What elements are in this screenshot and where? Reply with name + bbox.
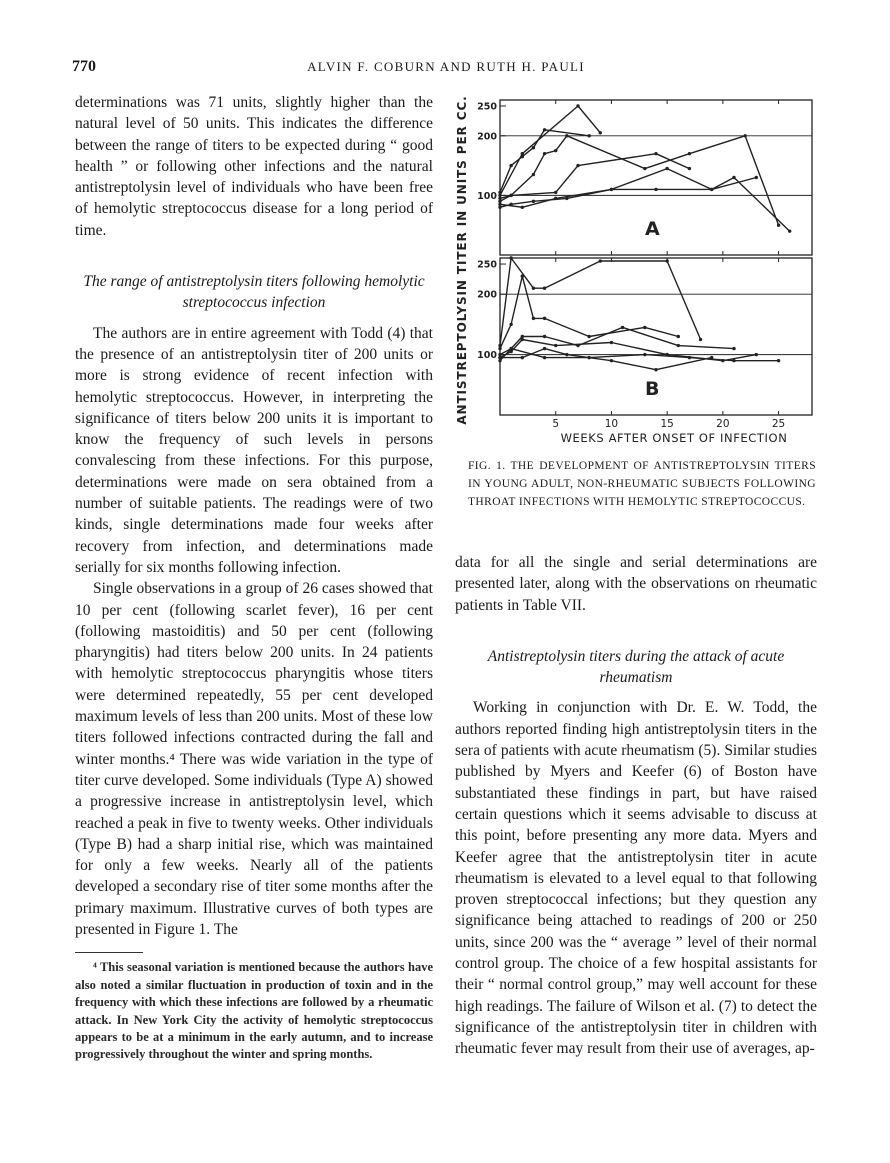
data-point [599,259,602,262]
panel-b-label: B [645,378,660,400]
data-point [521,338,524,341]
data-point [498,353,501,356]
figure-1 [450,95,825,455]
data-point [610,188,613,191]
data-point [788,229,791,232]
data-point [621,326,624,329]
y-tick-label: 200 [477,131,497,143]
data-point [521,155,524,158]
data-point [587,335,590,338]
data-point [665,259,668,262]
x-tick-label: 20 [716,418,730,430]
series-line [500,169,756,208]
data-point [498,359,501,362]
data-point [755,353,758,356]
data-point [688,152,691,155]
y-tick-label: 250 [477,259,497,271]
data-point [576,104,579,107]
paragraph: determinations was 71 units, slightly higher than the natural level of 50 units. This indicates the difference between the range of titers to be expected during “ good health ” or following other infections and the natural antistreptolysin level of individuals who have been free of hemolytic streptococcus disease for a long period of time. [75,94,433,239]
y-tick-label: 100 [477,190,497,202]
x-tick-label: 15 [660,418,674,430]
data-point [732,176,735,179]
y-tick-label: 200 [477,289,497,301]
data-point [543,286,546,289]
data-point [654,368,657,371]
paragraph: Working in conjunction with Dr. E. W. Todd, the authors reported finding high antistreptolysin titers in the sera of patients with acute rheumatism (5). Similar studies published by Myers and Keefer (6) of Boston have substantiated these findings in part, but have raised certain questions which it seems advisable to discuss at this point, before presenting any more data. Myers and Keefer agree that the antistreptolysin titer in acute rheumatism is elevated to a level equal to that following proven streptococcal infections; but they question any significance being attached to readings of 200 or 250 units, since 200 was the “ average ” level of their normal control group. The choice of a few hospital assistants for their “ normal control group,” may well account for these high readings. The failure of Wilson et al. (7) to detect the significance of the antistreptolysin titer in children with rheumatic fever may result from their use of averages, ap- [455,699,817,1058]
data-point [554,149,557,152]
data-point [699,338,702,341]
data-point [654,188,657,191]
x-tick-label: 25 [771,418,786,430]
section-heading: Antistreptolysin titers during the attack of acute rheumatism [487,647,785,687]
data-point [498,200,501,203]
figure-chart [450,95,825,455]
data-point [521,356,524,359]
data-point [521,206,524,209]
data-point [677,335,680,338]
data-point [654,152,657,155]
footnote: ⁴ This seasonal variation is mentioned because the authors have also noted a similar fluctuation in production of toxin and in the frequency with which these infections are followed by a rheumatic attack. In New York City the activity of hemolytic streptococcus appears to be at a minimum in the early autumn, and to increase progressively throughout the winter and spring months. [75,960,433,1062]
data-point [732,359,735,362]
data-point [521,335,524,338]
x-tick-label: 10 [604,418,619,430]
y-tick-label: 100 [477,350,497,362]
data-point [777,223,780,226]
left-column [75,92,433,1064]
data-point [498,203,501,206]
page-number: 770 [72,58,96,75]
data-point [643,326,646,329]
y-tick-label: 250 [477,101,497,113]
data-point [643,353,646,356]
figure-caption: FIG. 1. THE DEVELOPMENT OF ANTISTREPTOLYSIN TITERS IN YOUNG ADULT, NON-RHEUMATIC SUBJECTS FOLLOWING THROAT INFECTIONS WITH HEMOLYTIC STREPTOCOCCUS. [468,460,816,508]
section-heading: The range of antistreptolysin titers following hemolytic streptococcus infection [83,273,425,312]
running-title: ALVIN F. COBURN AND RUTH H. PAULI [307,59,585,74]
data-point [554,197,557,200]
data-point [532,317,535,320]
data-point [743,134,746,137]
data-point [509,256,512,259]
series-line [500,106,600,195]
data-point [543,317,546,320]
data-point [543,128,546,131]
data-point [509,164,512,167]
data-point [543,347,546,350]
data-point [509,194,512,197]
data-point [498,206,501,209]
data-point [532,200,535,203]
data-point [587,134,590,137]
data-point [710,188,713,191]
paragraph: data for all the single and serial determinations are presented later, along with the observations on rheumatic patients in Table VII. [455,554,817,614]
series-line [500,340,756,361]
data-point [498,356,501,359]
x-tick-label: 5 [552,418,560,430]
data-point [543,335,546,338]
series-line [500,258,701,346]
data-point [532,146,535,149]
y-axis-label: ANTISTREPTOLYSIN TITER IN UNITS PER CC. [455,95,469,425]
right-column [455,552,817,1060]
data-point [610,341,613,344]
data-point [498,197,501,200]
data-point [732,347,735,350]
x-axis-label: WEEKS AFTER ONSET OF INFECTION [560,431,788,445]
data-point [554,191,557,194]
data-point [576,164,579,167]
paragraph: The authors are in entire agreement with Todd (4) that the presence of an antistreptolysin titer of 200 units or more is strong evidence of recent infection with hemolytic streptococcus. However, in interpreting the significance of titers below 200 units it is important to know the frequency of such levels in persons convalescing from these infections. For this purpose, determinations were made on sera obtained from a number of suitable patients. The readings were of two kinds, single determinations made four weeks after recovery from infection, and determinations made serially for six months following infection. [75,324,433,576]
paragraph: Single observations in a group of 26 cases showed that 10 per cent (following scarlet fever), 16 per cent (following mastoiditis) and 50 per cent (following pharyngitis) had titers below 200 units. In 24 patients with hemolytic streptococcus pharyngitis whose titers were determined repeatedly, 55 per cent developed maximum levels of less than 200 units. Most of these low titers followed infections contracted during the fall and winter months.⁴ There was wide variation in the type of titer curve developed. Some individuals (Type A) showed a progressive increase in antistreptolysin level, which reached a peak in five to twenty weeks. Other individuals (Type B) had a sharp initial rise, which was maintained for only a few weeks. Nearly all of the patients developed a secondary rise of titer some months after the primary maximum. Illustrative curves of both types are presented in Figure 1. The [75,580,433,938]
data-point [677,344,680,347]
data-point [543,356,546,359]
data-point [509,347,512,350]
data-point [554,344,557,347]
panel-a-label: A [645,218,660,240]
data-point [710,356,713,359]
running-head [72,58,820,80]
data-point [565,134,568,137]
data-point [643,167,646,170]
data-point [498,347,501,350]
data-point [610,359,613,362]
data-point [688,356,691,359]
data-point [509,323,512,326]
data-point [665,167,668,170]
data-point [688,167,691,170]
data-point [498,194,501,197]
series-line [500,349,712,370]
data-point [565,353,568,356]
data-point [521,274,524,277]
data-point [498,191,501,194]
data-point [543,152,546,155]
data-point [755,176,758,179]
data-point [599,131,602,134]
footnote-rule [75,952,143,953]
data-point [532,286,535,289]
data-point [532,173,535,176]
data-point [777,359,780,362]
